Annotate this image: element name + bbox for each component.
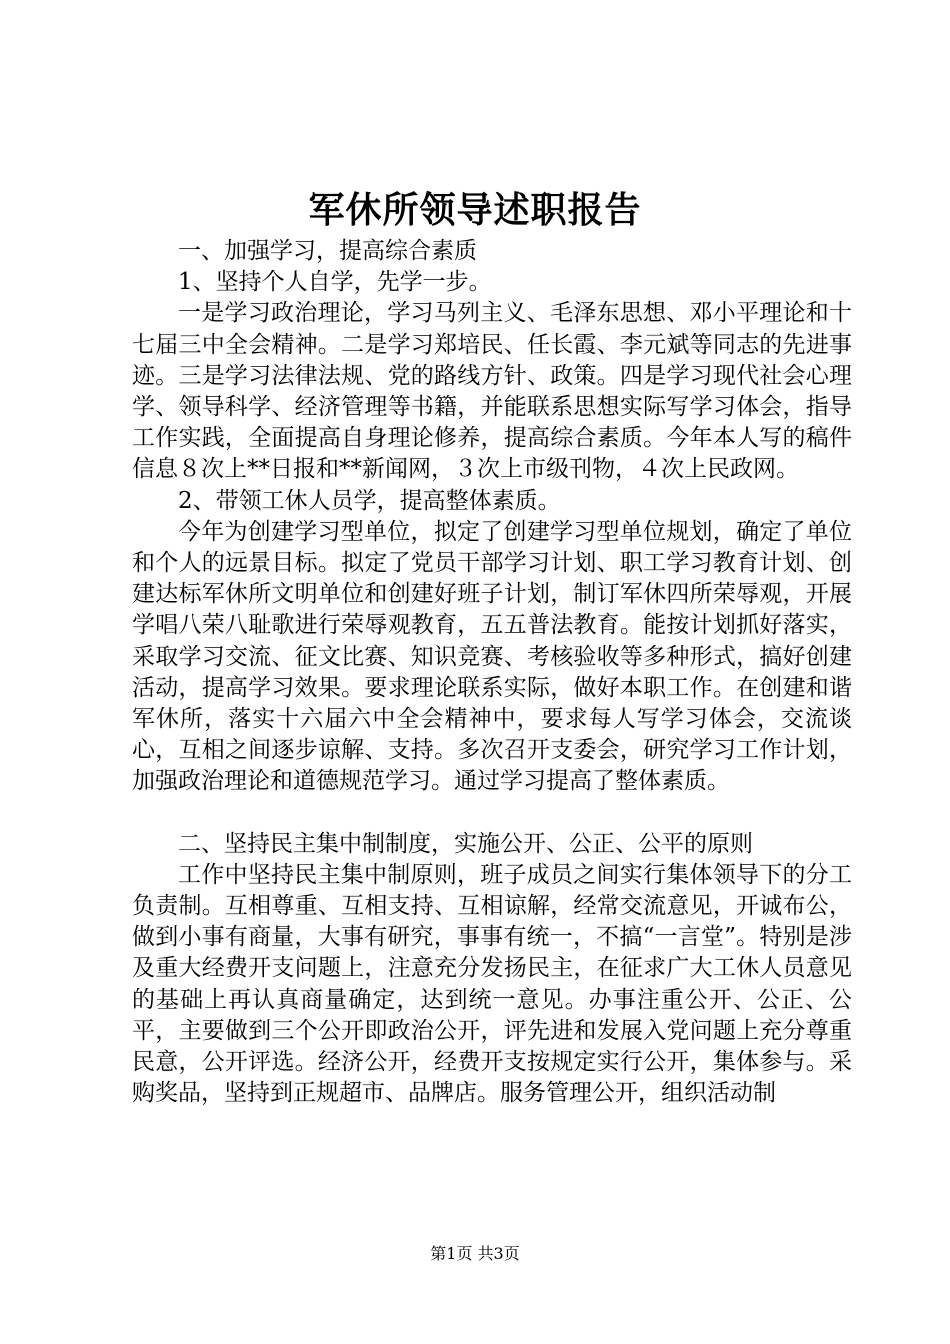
body-paragraph-1: 一是学习政治理论，学习马列主义、毛泽东思想、邓小平理论和十七届三中全会精神。二是学习郑培民、任长霞、李元斌等同志的先进事迹。三是学习法律法规、党的路线方针、政策。四是学习现代社会心理学、领导科学、经济管理等书籍，并能联系思想实际写学习体会，指导工作实践，全面提高自身理论修养，提高综合素质。今年本人写的稿件信息８次上**日报和**新闻网，３次上市级刊物，４次上民政网。	[132, 300, 852, 483]
document-body	[132, 236, 852, 1109]
section-heading-2: 二、坚持民主集中制制度，实施公开、公正、公平的原则	[178, 830, 753, 857]
subsection-heading-2: 2、带领工休人员学，提高整体素质。	[178, 487, 561, 514]
page-footer: 第1页 共3页	[430, 1244, 520, 1263]
subsection-heading-1: 1、坚持个人自学，先学一步。	[178, 269, 492, 296]
section-heading-1: 一、加强学习，提高综合素质	[178, 238, 477, 264]
body-paragraph-3: 工作中坚持民主集中制原则，班子成员之间实行集体领导下的分工负责制。互相尊重、互相支持、互相谅解，经常交流意见，开诚布公，做到小事有商量，大事有研究，事事有统一，不搞“一言堂”。特别是涉及重大经费开支问题上，注意充分发扬民主，在征求广大工休人员意见的基础上再认真商量确定，达到统一意见。办事注重公开、公正、公平，主要做到三个公开即政治公开，评先进和发展入党问题上充分尊重民意，公开评选。经济公开，经费开支按规定实行公开，集体参与。采购奖品，坚持到正规超市、品牌店。服务管理公开，组织活动制	[132, 861, 852, 1107]
body-paragraph-2: 今年为创建学习型单位，拟定了创建学习型单位规划，确定了单位和个人的远景目标。拟定了党员干部学习计划、职工学习教育计划、创建达标军休所文明单位和创建好班子计划，制订军休四所荣辱观，开展学唱八荣八耻歌进行荣辱观教育，五五普法教育。能按计划抓好落实，采取学习交流、征文比赛、知识竞赛、考核验收等多种形式，搞好创建活动，提高学习效果。要求理论联系实际，做好本职工作。在创建和谐军休所，落实十六届六中全会精神中，要求每人写学习体会，交流谈心，互相之间逐步谅解、支持。多次召开支委会，研究学习工作计划，加强政治理论和道德规范学习。通过学习提高了整体素质。	[132, 518, 852, 795]
paragraph-spacer	[132, 798, 852, 829]
document-title: 军休所领导述职报告	[308, 189, 642, 231]
